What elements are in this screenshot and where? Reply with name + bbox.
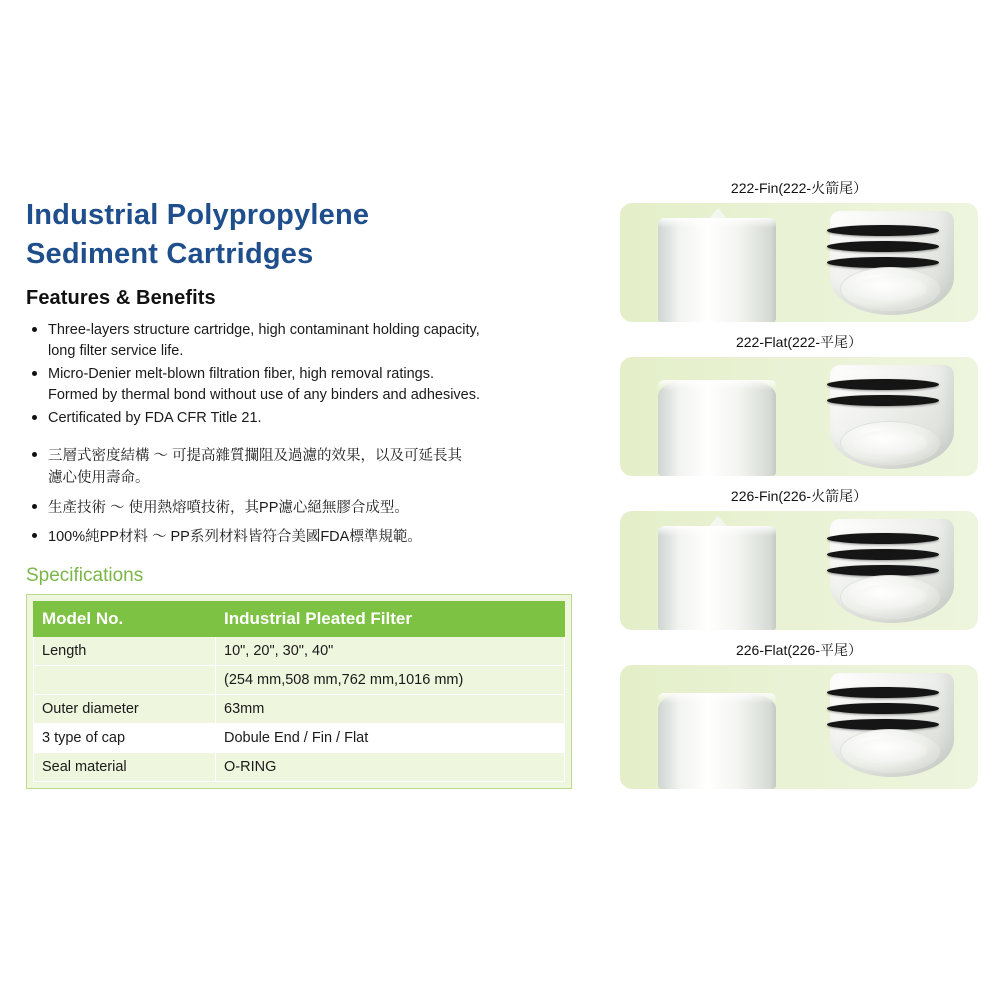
table-row [34, 723, 565, 752]
cap-end-disc [840, 421, 940, 465]
column-header-product: Industrial Pleated Filter [216, 601, 565, 636]
product-images-column [620, 178, 978, 799]
page-title-line-2: Sediment Cartridges [26, 237, 314, 270]
cartridge-body-flat [658, 380, 776, 476]
feature-text: Certificated by FDA CFR Title 21. [48, 410, 262, 427]
feature-text: 三層式密度結構 ～ 可提高雜質攔阻及過濾的效果，以及可延長其 [48, 448, 463, 465]
table-row [34, 752, 565, 781]
specifications-heading: Specifications [26, 564, 144, 586]
o-ring [827, 241, 939, 252]
cell-value: O-RING [216, 752, 565, 781]
specifications-table-container [26, 594, 572, 789]
cap-end-disc [840, 267, 940, 311]
page-title-line-1: Industrial Polypropylene [26, 199, 370, 231]
features-heading: Features & Benefits [26, 287, 216, 310]
cap-end-disc [840, 575, 940, 619]
o-ring-cap [830, 673, 954, 777]
o-ring [827, 225, 939, 236]
cell-value: Dobule End / Fin / Flat [216, 723, 565, 752]
table-row [34, 665, 565, 694]
product-caption: 226-Flat(226-平尾） [735, 642, 863, 658]
features-list-english [26, 320, 586, 429]
product-image-block [620, 332, 978, 476]
cartridge-body-flat [658, 693, 776, 789]
content-column [26, 196, 586, 789]
cartridge-body [658, 526, 776, 630]
product-image-block [620, 640, 978, 789]
table-row [34, 694, 565, 723]
cap-end-disc [840, 729, 940, 773]
product-photo-226-flat [620, 665, 978, 789]
product-image-block [620, 178, 978, 322]
product-photo-222-flat [620, 357, 978, 476]
feature-subtext: long filter service life. [48, 342, 184, 359]
feature-text: Three-layers structure cartridge, high contaminant holding capacity, [48, 322, 480, 339]
table-row [34, 636, 565, 665]
list-item [26, 445, 586, 490]
o-ring [827, 549, 939, 560]
o-ring-cap [830, 211, 954, 315]
table-header-row [34, 601, 565, 636]
o-ring [827, 395, 939, 406]
specifications-table [33, 601, 565, 782]
o-ring-cap [830, 519, 954, 623]
list-item [26, 526, 586, 548]
cell-label: Seal material [34, 752, 216, 781]
feature-subtext: 濾心使用壽命。 [48, 470, 150, 487]
cell-label: Outer diameter [34, 694, 216, 723]
features-list-chinese [26, 445, 586, 549]
list-item [26, 364, 586, 405]
o-ring [827, 533, 939, 544]
product-caption: 222-Flat(222-平尾） [735, 334, 863, 350]
list-item [26, 408, 586, 429]
product-photo-226-fin [620, 511, 978, 630]
column-header-model-no: Model No. [34, 601, 216, 636]
o-ring [827, 703, 939, 714]
feature-text: Micro-Denier melt-blown filtration fiber, high removal ratings. [48, 366, 435, 383]
cell-label: Length [34, 636, 216, 665]
feature-text: 生產技術 ～ 使用熱熔噴技術，其PP濾心絕無膠合成型。 [48, 499, 409, 516]
cell-label [34, 665, 216, 694]
o-ring [827, 687, 939, 698]
page-title [26, 196, 586, 273]
o-ring-cap [830, 365, 954, 469]
product-caption: 222-Fin(222-火箭尾） [730, 180, 868, 196]
list-item [26, 497, 586, 519]
o-ring [827, 379, 939, 390]
product-caption: 226-Fin(226-火箭尾） [730, 488, 868, 504]
cell-value: 10", 20", 30", 40" [216, 636, 565, 665]
feature-text: 100%純PP材料 ～ PP系列材料皆符合美國FDA標準規範。 [48, 529, 422, 546]
cell-value: 63mm [216, 694, 565, 723]
product-photo-222-fin [620, 203, 978, 322]
cartridge-body [658, 218, 776, 322]
product-image-block [620, 486, 978, 630]
feature-subtext: Formed by thermal bond without use of any binders and adhesives. [48, 386, 481, 403]
cell-label: 3 type of cap [34, 723, 216, 752]
cell-value: (254 mm,508 mm,762 mm,1016 mm) [216, 665, 565, 694]
list-item [26, 320, 586, 361]
